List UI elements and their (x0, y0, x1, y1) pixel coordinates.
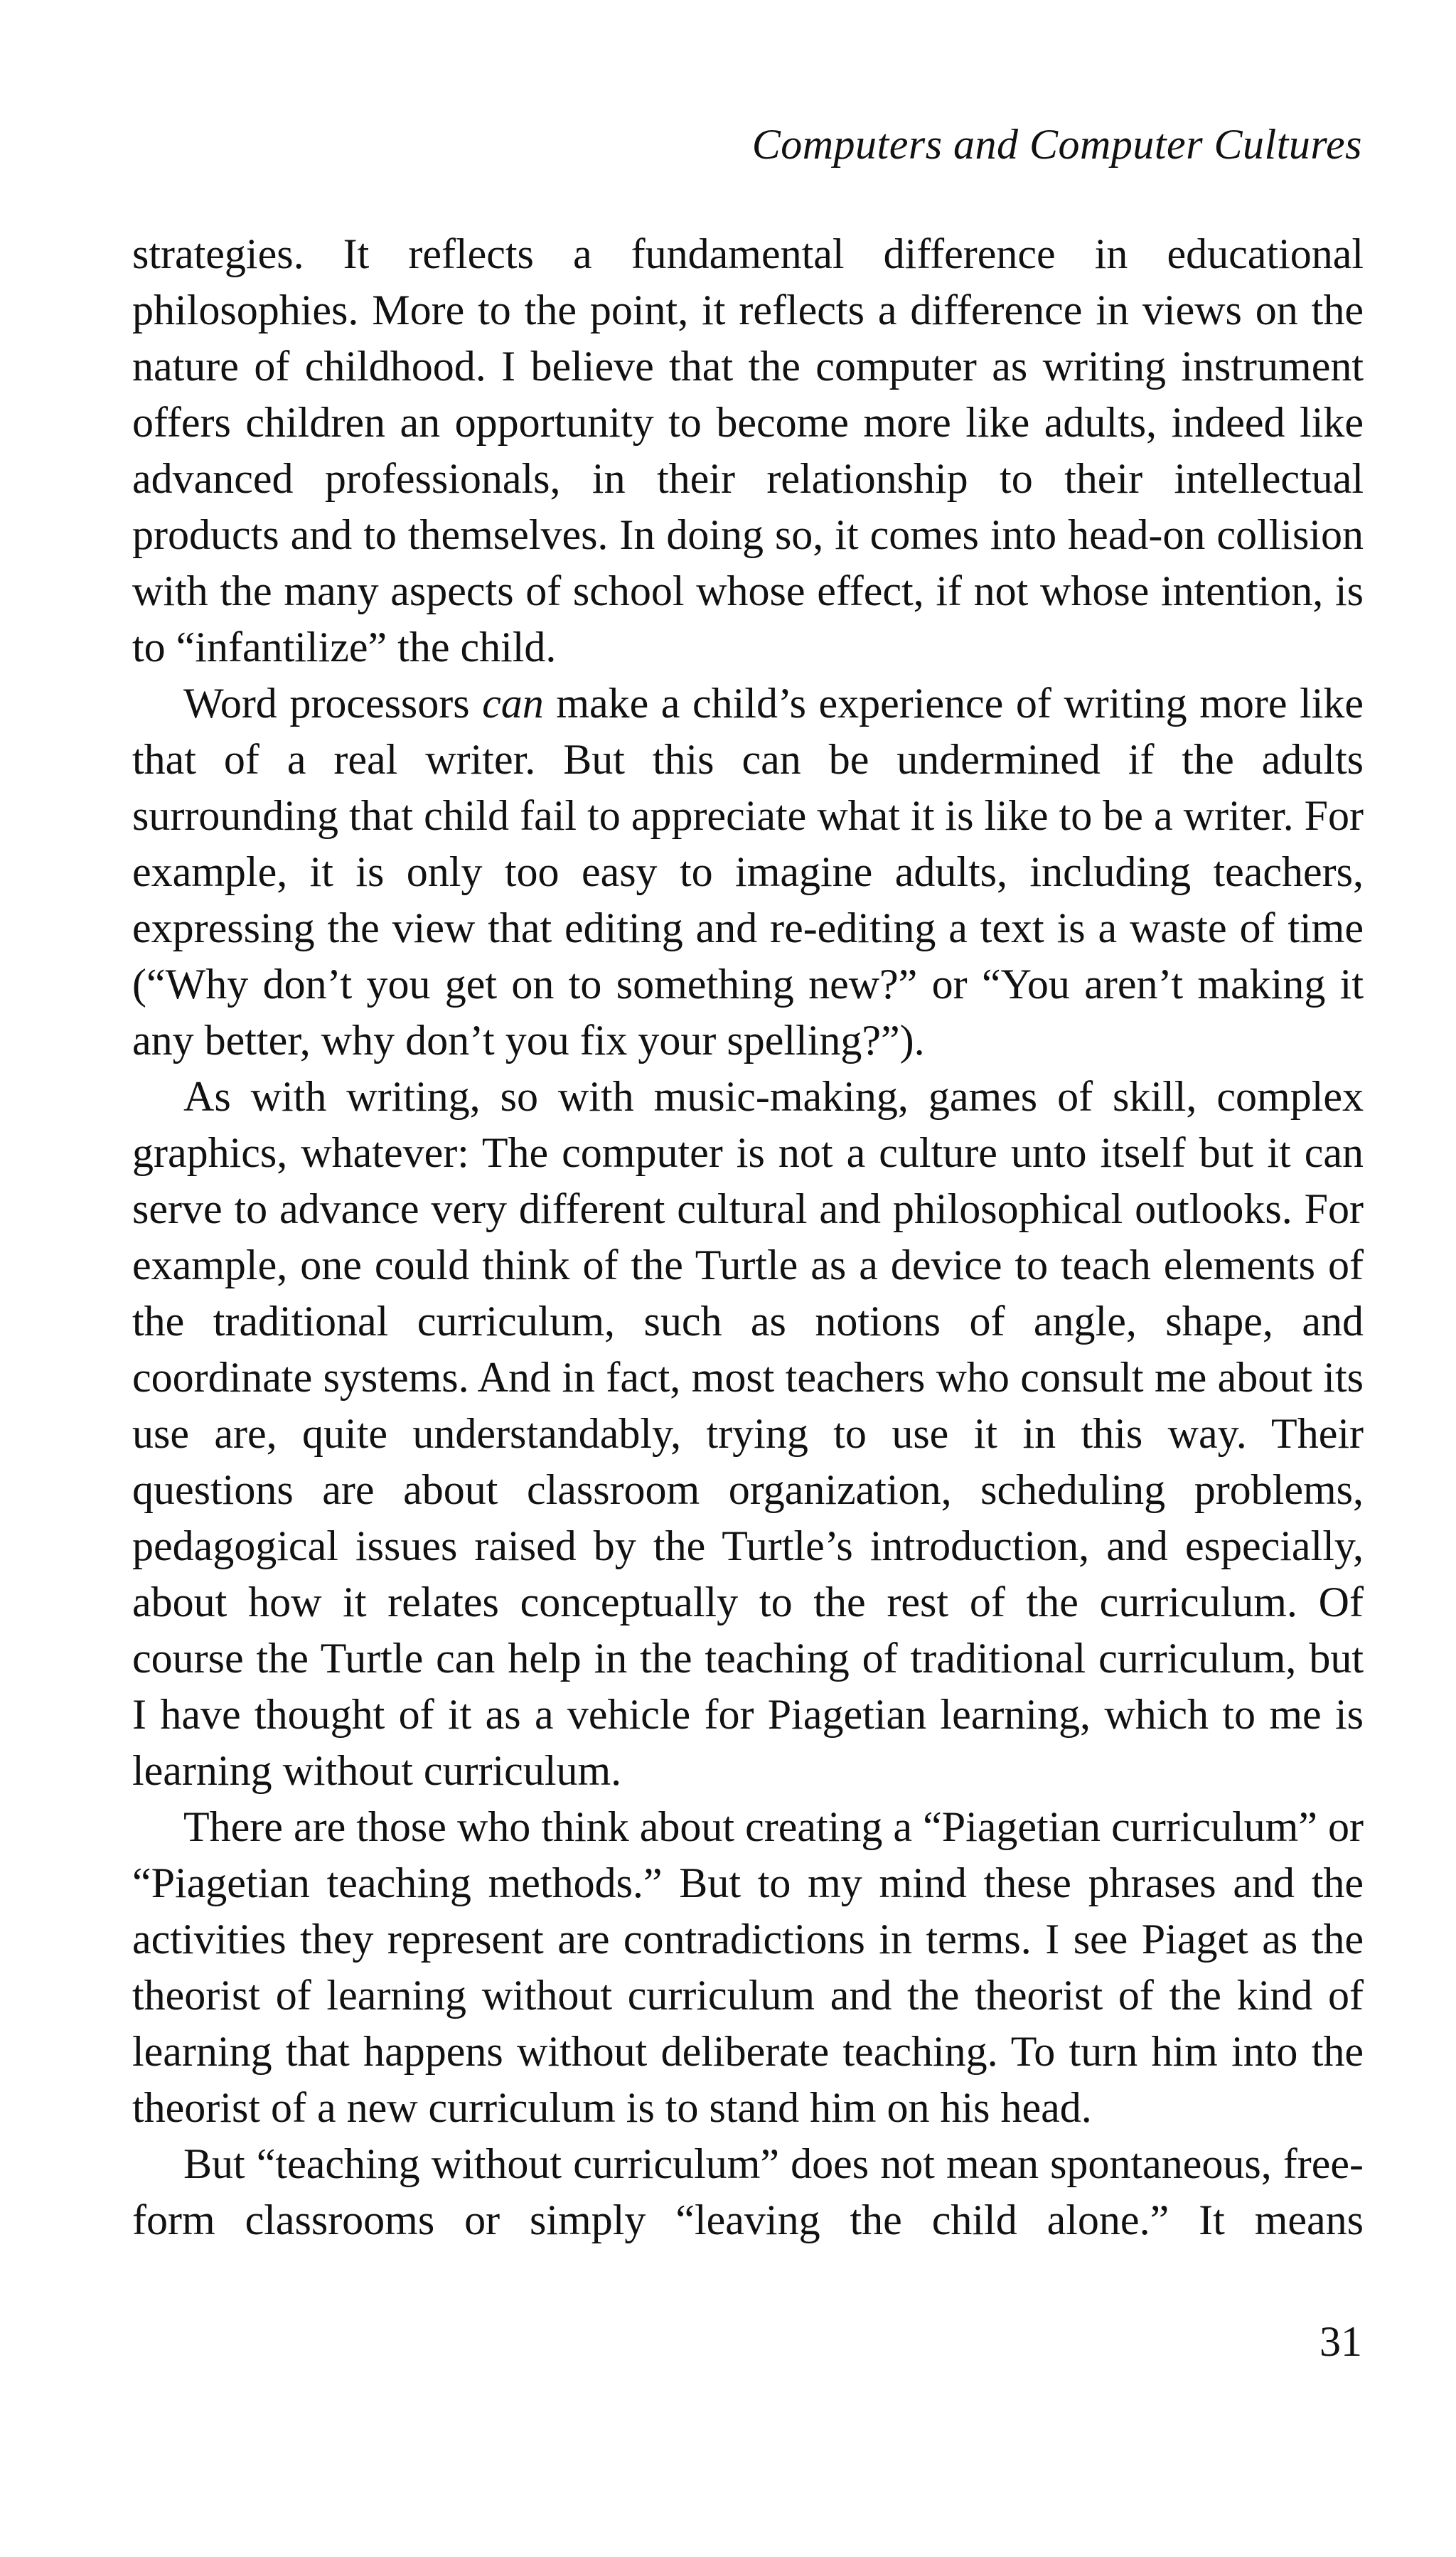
paragraph-2-emphasis: can (482, 680, 544, 727)
page-number: 31 (1320, 2318, 1362, 2365)
body-text (132, 226, 1364, 2248)
paragraph-2-text-before: Word processors (183, 680, 483, 727)
paragraph-4: There are those who think about creating a “Piagetian curriculum” or “Piagetian teaching methods.” But to my mind these phrases and the activities they represent are contradictions in terms. I see Piaget as the theorist of learning without curriculum and the theorist of the kind of learning that happens without deliberate teaching. To turn him into the theorist of a new curriculum is to stand him on his head. (132, 1803, 1364, 2131)
paragraph-1: strategies. It reflects a fundamental difference in educational philosophies. More to the point, it reflects a difference in views on the nature of childhood. I believe that the computer as writing instrument offers children an opportunity to become more like adults, indeed like advanced professionals, in their relationship to their intellectual products and to themselves. In doing so, it comes into head-on collision with the many aspects of school whose effect, if not whose intention, is to “infantilize” the child. (132, 230, 1364, 671)
paragraph-2 (132, 676, 1364, 1069)
paragraph-5: But “teaching without curriculum” does not mean spontaneous, free-form classrooms or simply “leaving the child alone.” It means (132, 2140, 1364, 2243)
running-head: Computers and Computer Cultures (751, 121, 1362, 168)
paragraph-2-text-after: make a child’s experience of writing more like that of a real writer. But this can be undermined if the adults surrounding that child fail to appreciate what it is like to be a writer. For example, it is only too easy to imagine adults, including teachers, expressing the view that editing and re-editing a text is a waste of time (“Why don’t you get on to something new?” or “You aren’t making it any better, why don’t you fix your spelling?”). (132, 680, 1364, 1064)
paragraph-3: As with writing, so with music-making, games of skill, complex graphics, whatever: The computer is not a culture unto itself but it can serve to advance very different cultural and philosophical outlooks. For example, one could think of the Turtle as a device to teach elements of the traditional curriculum, such as notions of angle, shape, and coordinate systems. And in fact, most teachers who consult me about its use are, quite understandably, trying to use it in this way. Their questions are about classroom organization, scheduling problems, pedagogical issues raised by the Turtle’s introduction, and especially, about how it relates conceptually to the rest of the curriculum. Of course the Turtle can help in the teaching of traditional curriculum, but I have thought of it as a vehicle for Piagetian learning, which to me is learning without curriculum. (132, 1073, 1364, 1794)
